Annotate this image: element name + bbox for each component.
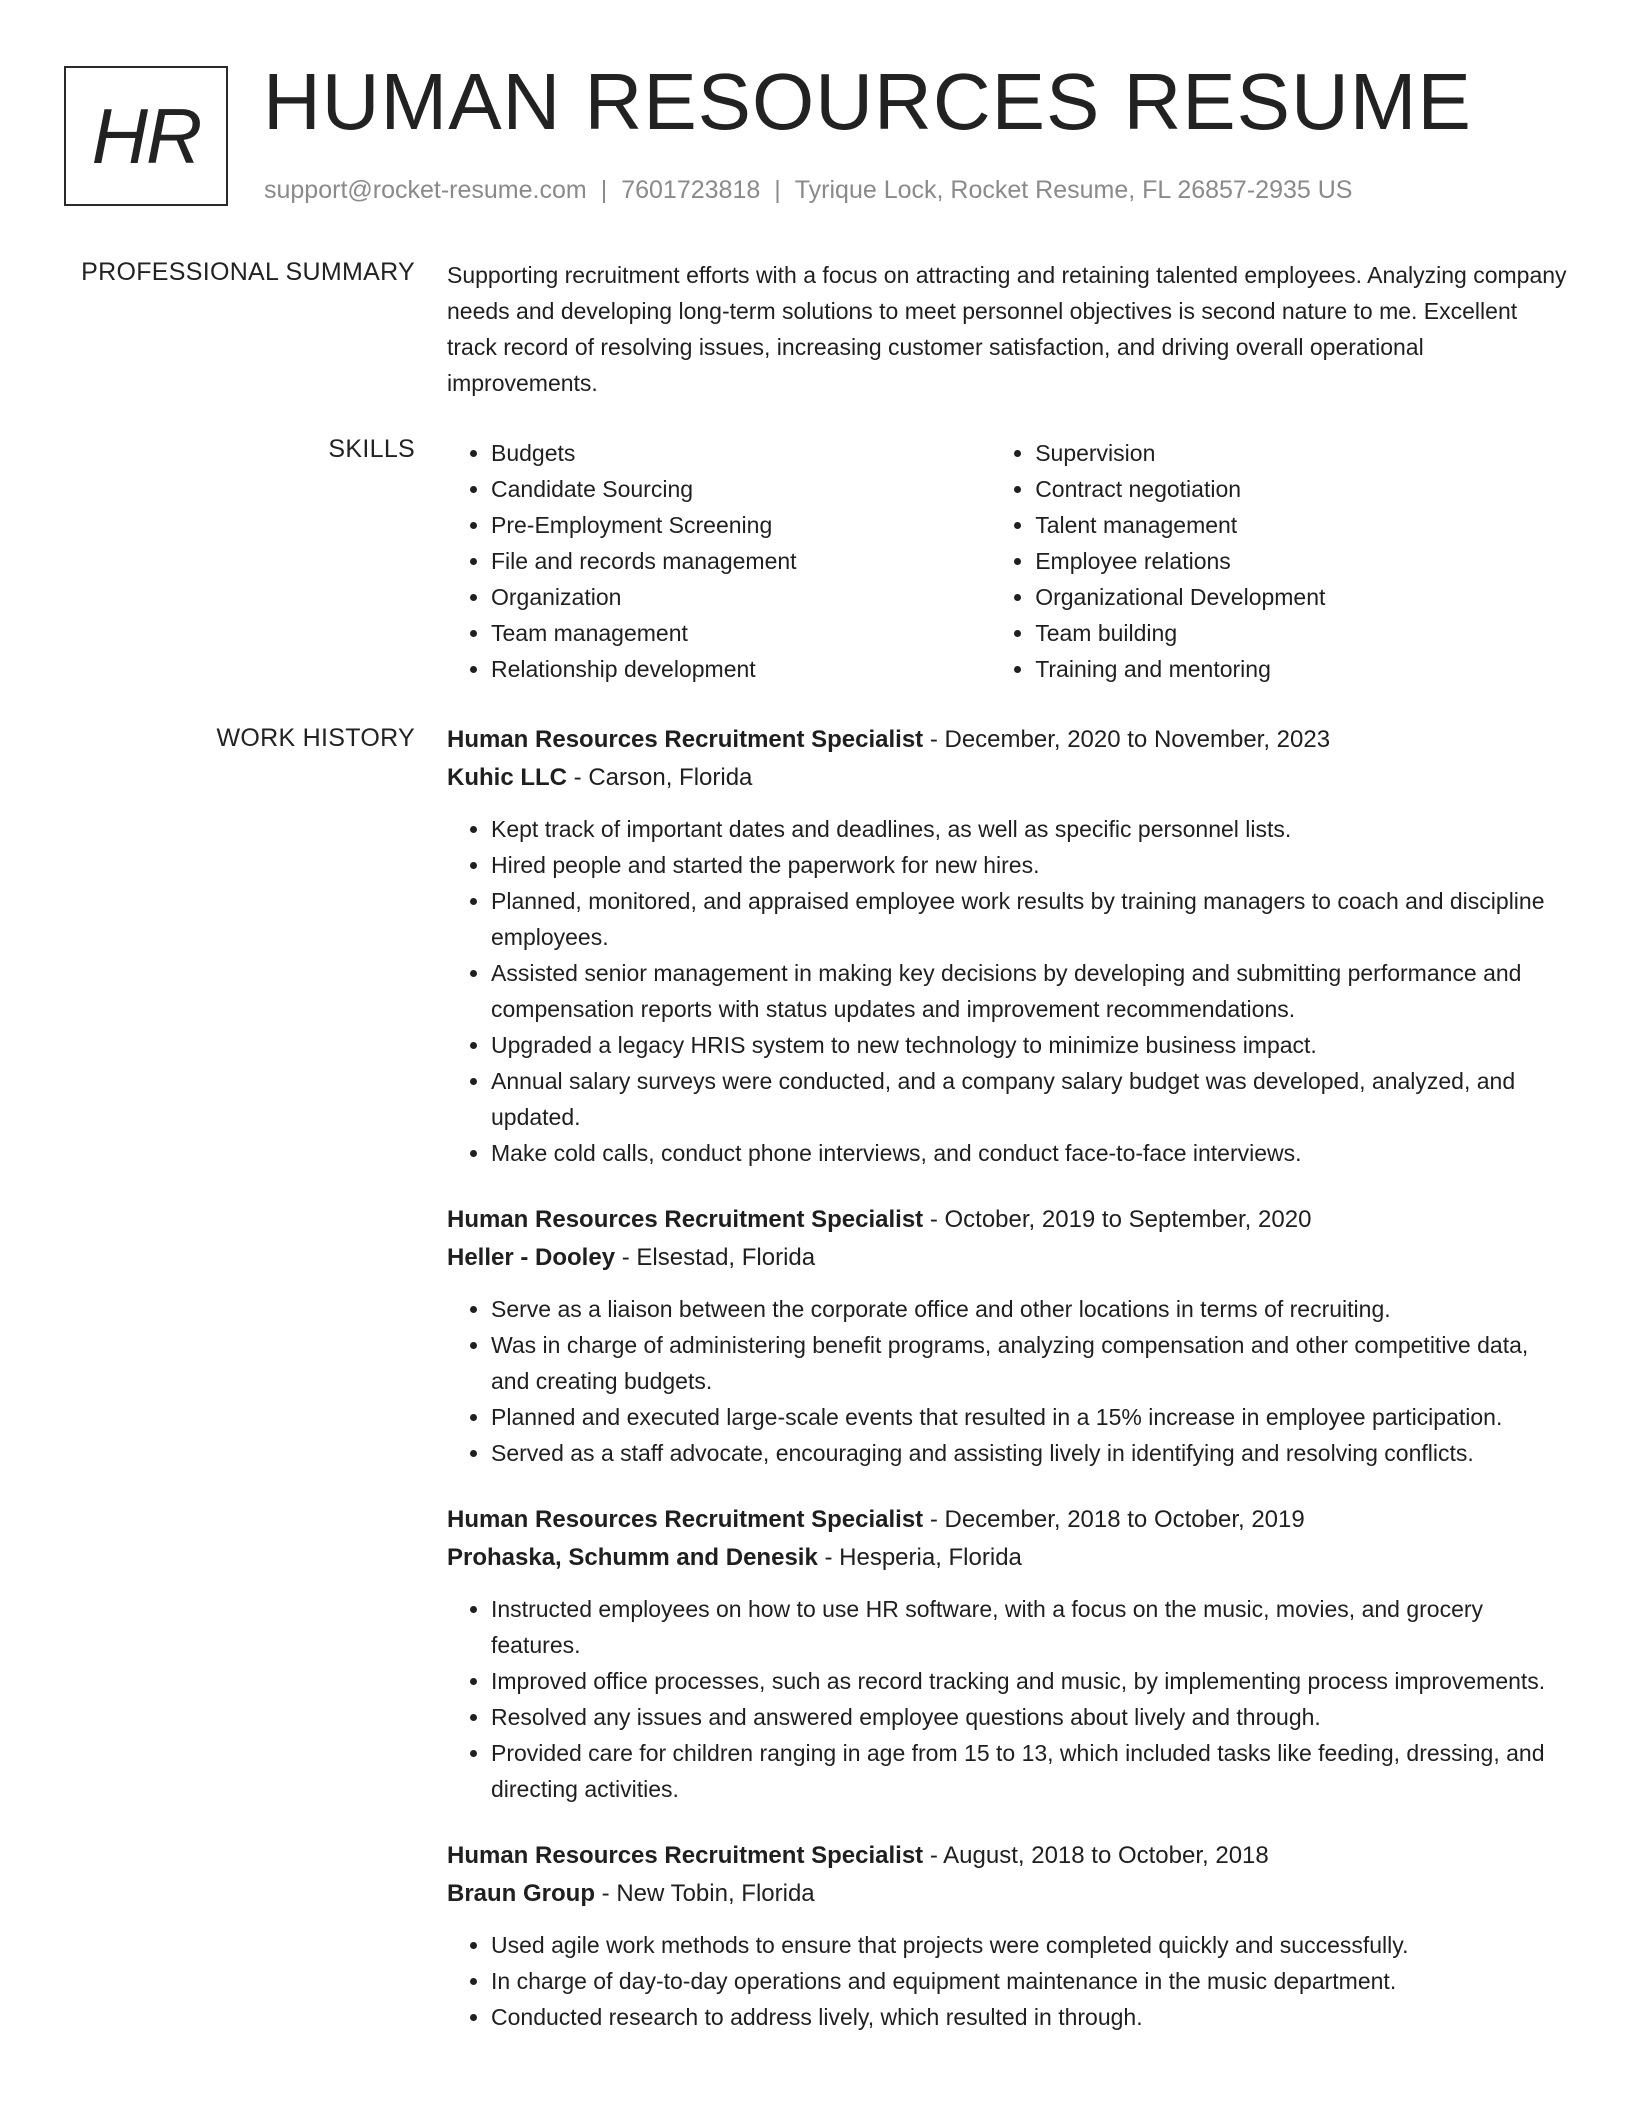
job-entry [447,721,1569,1171]
job-dash: - [595,1880,617,1907]
contact-phone: 7601723818 [621,176,761,204]
skills-section [447,435,1569,687]
job-dash: - [817,1544,840,1571]
job-bullet: • Provided care for children ranging in age from 15 to 13, which included tasks like feeding, dressing, and directing activities. [491,1735,1569,1807]
job-company-line [447,1239,1569,1277]
job-entry [447,1201,1569,1471]
job-title: Human Resources Recruitment Specialist [447,1506,924,1533]
skills-heading: SKILLS [328,435,415,463]
work-history-section [447,721,1569,2065]
skill-item: • Organization [491,579,991,615]
job-bullet: • Resolved any issues and answered employee questions about lively and through. [491,1699,1569,1735]
job-title-line [447,1837,1569,1875]
job-title-line [447,1201,1569,1239]
job-bullet: • Instructed employees on how to use HR software, with a focus on the music, movies, and grocery features. [491,1591,1569,1663]
job-bullet: • Upgraded a legacy HRIS system to new technology to minimize business impact. [491,1027,1569,1063]
job-bullet: • Conducted research to address lively, which resulted in through. [491,1999,1569,2035]
job-dash: - [923,1842,944,1869]
skill-item: • Employee relations [1035,543,1569,579]
skill-item: • Budgets [491,435,991,471]
contact-address: Tyrique Lock, Rocket Resume, FL 26857-2935 US [794,176,1353,204]
job-bullet: • Was in charge of administering benefit programs, analyzing compensation and other competitive data, and creating budgets. [491,1327,1569,1399]
job-title: Human Resources Recruitment Specialist [447,1206,924,1233]
job-location: New Tobin, Florida [616,1880,815,1907]
job-dates: August, 2018 to October, 2018 [943,1842,1269,1869]
job-company-line [447,759,1569,797]
skill-item: • Candidate Sourcing [491,471,991,507]
job-company: Prohaska, Schumm and Denesik [447,1544,818,1571]
job-title: Human Resources Recruitment Specialist [447,1842,924,1869]
job-bullet: • Served as a staff advocate, encouraging and assisting lively in identifying and resolving conflicts. [491,1435,1569,1471]
job-bullets [447,1591,1569,1807]
job-dash: - [923,1506,945,1533]
job-location: Hesperia, Florida [839,1544,1022,1571]
job-title-line [447,721,1569,759]
contact-separator: | [600,176,608,204]
skill-item: • Organizational Development [1035,579,1569,615]
job-dates: October, 2019 to September, 2020 [944,1206,1312,1233]
job-company: Heller - Dooley [447,1244,616,1271]
job-bullet: • In charge of day-to-day operations and equipment maintenance in the music department. [491,1963,1569,1999]
job-company: Kuhic LLC [447,764,567,791]
job-bullet: • Make cold calls, conduct phone interviews, and conduct face-to-face interviews. [491,1135,1569,1171]
job-company-line [447,1875,1569,1913]
job-dash: - [567,764,589,791]
job-dash: - [615,1244,637,1271]
job-bullets [447,811,1569,1171]
job-location: Elsestad, Florida [636,1244,816,1271]
skills-list-right [991,435,1569,687]
skills-list-left [447,435,991,687]
job-bullet: • Serve as a liaison between the corporate office and other locations in terms of recruiting. [491,1291,1569,1327]
summary-section [447,257,1569,401]
job-bullet: • Kept track of important dates and deadlines, as well as specific personnel lists. [491,811,1569,847]
job-bullet: • Hired people and started the paperwork for new hires. [491,847,1569,883]
job-title: Human Resources Recruitment Specialist [447,726,924,753]
job-dates: December, 2020 to November, 2023 [944,726,1331,753]
contact-separator: | [774,176,781,204]
skill-item: • Contract negotiation [1035,471,1569,507]
job-entry [447,1837,1569,2035]
contact-line [264,176,1352,205]
job-bullets [447,1291,1569,1471]
job-bullet: • Planned, monitored, and appraised employee work results by training managers to coach and discipline employees. [491,883,1569,955]
monogram-text: HR [91,91,201,180]
summary-heading: PROFESSIONAL SUMMARY [81,258,415,286]
skill-item: • Pre-Employment Screening [491,507,991,543]
resume-title: HUMAN RESOURCES RESUME [263,57,1472,146]
job-dash: - [923,726,945,753]
work-history-heading: WORK HISTORY [216,724,415,752]
job-bullet: • Annual salary surveys were conducted, and a company salary budget was developed, analyzed, and updated. [491,1063,1569,1135]
skill-item: • Team management [491,615,991,651]
skill-item: • Team building [1035,615,1569,651]
skill-item: • Training and mentoring [1035,651,1569,687]
monogram-box [64,66,228,206]
job-bullets [447,1927,1569,2035]
job-bullet: • Improved office processes, such as record tracking and music, by implementing process improvements. [491,1663,1569,1699]
job-bullet: • Used agile work methods to ensure that projects were completed quickly and successfully. [491,1927,1569,1963]
skill-item: • Relationship development [491,651,991,687]
contact-email: support@rocket-resume.com [264,176,587,204]
skill-item: • Talent management [1035,507,1569,543]
job-bullet: • Assisted senior management in making key decisions by developing and submitting performance and compensation reports with status updates and improvement recommendations. [491,955,1569,1027]
summary-text: Supporting recruitment efforts with a focus on attracting and retaining talented employees. Analyzing company needs and developing long-term solutions to meet personnel objectives is second nature to me. Excellent track record of resolving issues, increasing customer satisfaction, and driving overall operational improvements. [447,262,1567,396]
skill-item: • Supervision [1035,435,1569,471]
job-dates: December, 2018 to October, 2019 [944,1506,1305,1533]
job-company-line [447,1539,1569,1577]
job-title-line [447,1501,1569,1539]
job-dash: - [923,1206,945,1233]
job-company: Braun Group [447,1880,595,1907]
job-location: Carson, Florida [588,764,753,791]
job-entry [447,1501,1569,1807]
skill-item: • File and records management [491,543,991,579]
job-bullet: • Planned and executed large-scale events that resulted in a 15% increase in employee participation. [491,1399,1569,1435]
